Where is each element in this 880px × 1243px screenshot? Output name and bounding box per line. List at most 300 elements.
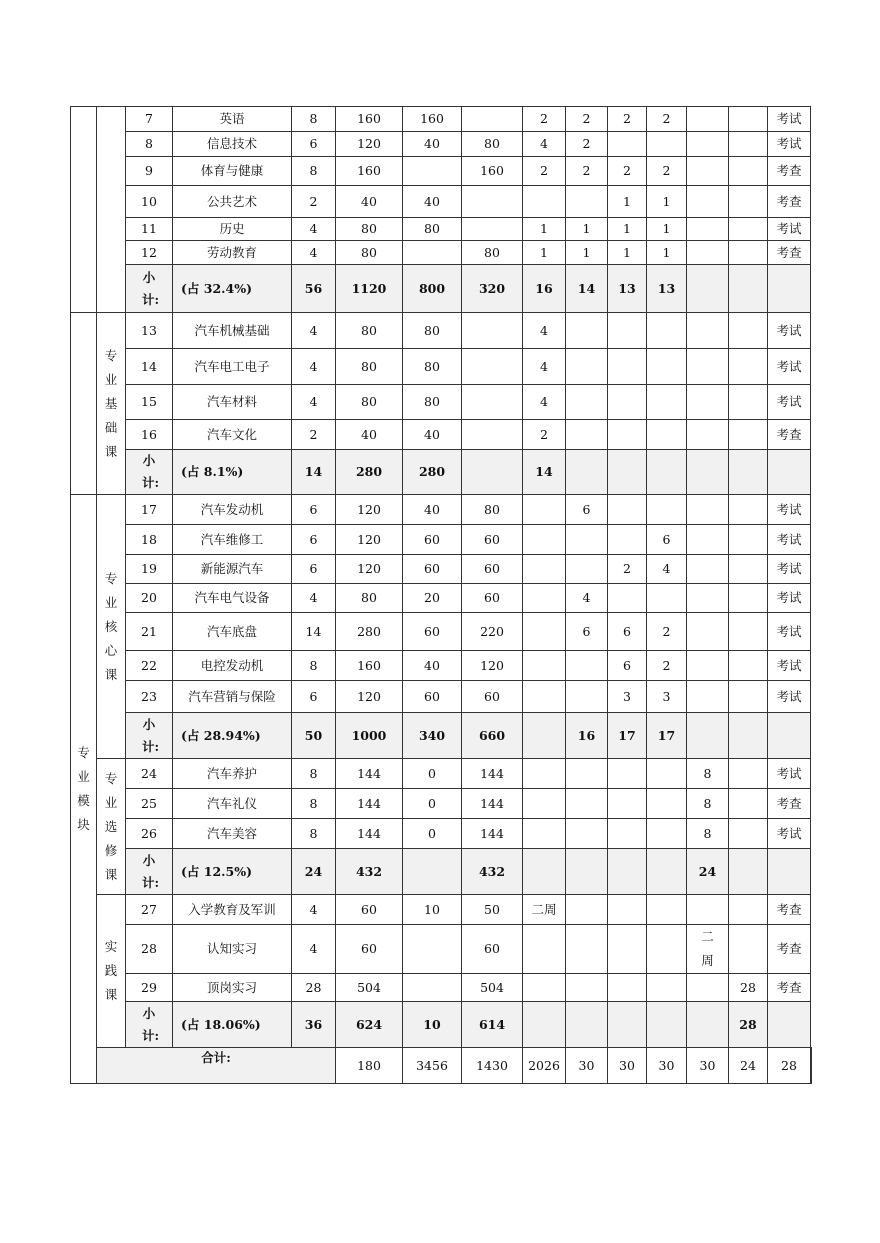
- assess: 考试: [768, 313, 811, 349]
- assess: [768, 265, 811, 313]
- s3: 2: [608, 107, 647, 132]
- s5: [687, 265, 729, 313]
- hours: 60: [336, 925, 403, 974]
- practice: 504: [462, 974, 523, 1002]
- s3: [608, 925, 647, 974]
- s6: [729, 525, 768, 555]
- s6: [729, 651, 768, 681]
- s5: [687, 385, 729, 420]
- s4: 1: [647, 241, 687, 265]
- subtotal-pct: (占 8.1%): [173, 450, 292, 495]
- assess: 考试: [768, 349, 811, 385]
- s3: [608, 1002, 647, 1048]
- credit: 2: [292, 186, 336, 218]
- group-cell-outer: [71, 107, 97, 313]
- subtotal-label: 小计:: [126, 265, 173, 313]
- s4: 1: [647, 218, 687, 241]
- s2: 16: [566, 713, 608, 759]
- credit: 4: [292, 385, 336, 420]
- s6: [729, 925, 768, 974]
- s6: [729, 681, 768, 713]
- course-name: 汽车文化: [173, 420, 292, 450]
- s2: [566, 789, 608, 819]
- table-row: [71, 789, 812, 819]
- s1: 14: [523, 450, 566, 495]
- s1: [523, 584, 566, 613]
- course-name: 新能源汽车: [173, 555, 292, 584]
- s2: 1: [566, 241, 608, 265]
- practice: [462, 349, 523, 385]
- assess: 考查: [768, 420, 811, 450]
- s6: [729, 555, 768, 584]
- table-row: [71, 925, 812, 974]
- practice: 614: [462, 1002, 523, 1048]
- s3: 1: [608, 218, 647, 241]
- s4: [647, 450, 687, 495]
- s6: [729, 241, 768, 265]
- practice: [462, 218, 523, 241]
- table-row: [71, 651, 812, 681]
- subtotal-pct: (占 28.94%): [173, 713, 292, 759]
- s5: [687, 450, 729, 495]
- assess: 考查: [768, 974, 811, 1002]
- s5: [687, 1002, 729, 1048]
- s6: [729, 420, 768, 450]
- practice: 220: [462, 613, 523, 651]
- practice: [462, 385, 523, 420]
- practice: 60: [462, 925, 523, 974]
- s2: [566, 849, 608, 895]
- table-row: [71, 974, 812, 1002]
- s3: [608, 349, 647, 385]
- credit: 4: [292, 895, 336, 925]
- practice: 50: [462, 895, 523, 925]
- practice: 432: [462, 849, 523, 895]
- course-name: 汽车电气设备: [173, 584, 292, 613]
- row-no: 22: [126, 651, 173, 681]
- subtotal-row: [71, 1002, 812, 1048]
- s1: [523, 819, 566, 849]
- assess: 考试: [768, 613, 811, 651]
- credit: 4: [292, 218, 336, 241]
- practice: 80: [462, 495, 523, 525]
- theory: 280: [403, 450, 462, 495]
- practice: 60: [462, 525, 523, 555]
- s4: [647, 789, 687, 819]
- row-no: 26: [126, 819, 173, 849]
- s4: [647, 349, 687, 385]
- s4: 6: [647, 525, 687, 555]
- s3: 1: [608, 241, 647, 265]
- row-no: 14: [126, 349, 173, 385]
- group-cell-outer-2: [71, 313, 97, 349]
- s4: 2: [647, 613, 687, 651]
- hours: 160: [336, 107, 403, 132]
- s2: [566, 313, 608, 349]
- s1: 16: [523, 265, 566, 313]
- s3: [608, 849, 647, 895]
- practice: 144: [462, 789, 523, 819]
- course-name: 信息技术: [173, 132, 292, 157]
- row-no: 8: [126, 132, 173, 157]
- row-no: 16: [126, 420, 173, 450]
- s6: [729, 789, 768, 819]
- row-no: 29: [126, 974, 173, 1002]
- theory: 80: [403, 349, 462, 385]
- row-no: 28: [126, 925, 173, 974]
- s5: [687, 186, 729, 218]
- course-name: 劳动教育: [173, 241, 292, 265]
- s1: [523, 651, 566, 681]
- theory: 60: [403, 613, 462, 651]
- s2: [566, 385, 608, 420]
- s4: [647, 132, 687, 157]
- s6: [729, 107, 768, 132]
- hours: 144: [336, 789, 403, 819]
- group-cell-outer-2: [71, 450, 97, 495]
- credit: 6: [292, 555, 336, 584]
- subtotal-row: [71, 265, 812, 313]
- practice: 60: [462, 681, 523, 713]
- theory: 20: [403, 584, 462, 613]
- credit: 4: [292, 925, 336, 974]
- total-row: [71, 1048, 812, 1084]
- s5: 8: [687, 819, 729, 849]
- credit: 6: [292, 525, 336, 555]
- practice: [462, 107, 523, 132]
- s4: 13: [647, 265, 687, 313]
- theory: 160: [403, 107, 462, 132]
- group-cell-sjk: 实践课: [97, 895, 126, 1048]
- s4: [647, 849, 687, 895]
- theory: 80: [403, 218, 462, 241]
- theory: [403, 241, 462, 265]
- credit: 8: [292, 789, 336, 819]
- assess: 考试: [768, 525, 811, 555]
- table-row: [71, 584, 812, 613]
- theory: 80: [403, 385, 462, 420]
- assess: 考试: [768, 107, 811, 132]
- s6: [729, 759, 768, 789]
- s5: [687, 584, 729, 613]
- credit: 8: [292, 819, 336, 849]
- s3: [608, 132, 647, 157]
- s3: 13: [608, 265, 647, 313]
- s4: 1: [647, 186, 687, 218]
- subtotal-label: 小计:: [126, 849, 173, 895]
- s6: 28: [768, 1048, 811, 1084]
- practice: 120: [462, 651, 523, 681]
- hours: 504: [336, 974, 403, 1002]
- table-row: [71, 107, 812, 132]
- s3: [608, 420, 647, 450]
- assess: 考试: [768, 681, 811, 713]
- s4: 2: [647, 107, 687, 132]
- table-row: [71, 385, 812, 420]
- s4: [647, 974, 687, 1002]
- hours: 80: [336, 313, 403, 349]
- row-no: 20: [126, 584, 173, 613]
- assess: 考试: [768, 495, 811, 525]
- course-name: 汽车底盘: [173, 613, 292, 651]
- s5: [687, 157, 729, 186]
- s2: 30: [608, 1048, 647, 1084]
- hours: 80: [336, 584, 403, 613]
- s6: [729, 895, 768, 925]
- s6: [729, 584, 768, 613]
- s4: [647, 385, 687, 420]
- assess: 考试: [768, 759, 811, 789]
- row-no: 17: [126, 495, 173, 525]
- credit: 36: [292, 1002, 336, 1048]
- assess: 考试: [768, 218, 811, 241]
- s5: 二周: [687, 925, 729, 974]
- credit: 14: [292, 450, 336, 495]
- practice: 160: [462, 157, 523, 186]
- s5: [687, 651, 729, 681]
- practice: 660: [462, 713, 523, 759]
- row-no: 21: [126, 613, 173, 651]
- s1: [523, 186, 566, 218]
- assess: [768, 849, 811, 895]
- practice: 80: [462, 132, 523, 157]
- s5: [687, 420, 729, 450]
- s1: [523, 759, 566, 789]
- s1: [523, 713, 566, 759]
- s3: [608, 525, 647, 555]
- group-cell-zyxx: 专业选修课: [97, 759, 126, 895]
- s2: 2: [566, 107, 608, 132]
- theory: [403, 849, 462, 895]
- s5: [687, 313, 729, 349]
- s3: [608, 789, 647, 819]
- total-label: 合计:: [97, 1048, 336, 1084]
- s6: [729, 613, 768, 651]
- practice: 2026: [523, 1048, 566, 1084]
- theory: 800: [403, 265, 462, 313]
- table-row: [71, 186, 812, 218]
- s2: [566, 974, 608, 1002]
- s6: [729, 495, 768, 525]
- s5: [687, 525, 729, 555]
- group-cell-outer-2: [71, 349, 97, 385]
- row-no: 18: [126, 525, 173, 555]
- group-cell-zyhx: 专业核心课: [97, 495, 126, 759]
- course-name: 体育与健康: [173, 157, 292, 186]
- s1: [523, 974, 566, 1002]
- assess: 考试: [768, 584, 811, 613]
- s6: [729, 157, 768, 186]
- credit: 28: [292, 974, 336, 1002]
- s1: 4: [523, 349, 566, 385]
- credit: 4: [292, 241, 336, 265]
- course-name: 英语: [173, 107, 292, 132]
- table-row: [71, 420, 812, 450]
- s5: [687, 895, 729, 925]
- hours: 432: [336, 849, 403, 895]
- hours: 280: [336, 613, 403, 651]
- s4: 4: [647, 555, 687, 584]
- assess: [768, 1002, 811, 1048]
- theory: 340: [403, 713, 462, 759]
- table-row: [71, 613, 812, 651]
- s6: [729, 349, 768, 385]
- course-name: 入学教育及军训: [173, 895, 292, 925]
- practice: 144: [462, 759, 523, 789]
- row-no: 15: [126, 385, 173, 420]
- hours: 1120: [336, 265, 403, 313]
- credit: 4: [292, 584, 336, 613]
- hours: 120: [336, 555, 403, 584]
- practice: 60: [462, 584, 523, 613]
- s4: [647, 895, 687, 925]
- theory: 10: [403, 895, 462, 925]
- subtotal-pct: (占 32.4%): [173, 265, 292, 313]
- s2: [566, 420, 608, 450]
- theory: 40: [403, 495, 462, 525]
- s5: [687, 974, 729, 1002]
- table-row: [71, 157, 812, 186]
- s2: 6: [566, 613, 608, 651]
- s3: [608, 974, 647, 1002]
- assess: [768, 450, 811, 495]
- s6: 28: [729, 1002, 768, 1048]
- s4: [647, 313, 687, 349]
- assess: 考试: [768, 651, 811, 681]
- row-no: 7: [126, 107, 173, 132]
- credit: 8: [292, 759, 336, 789]
- theory: 1430: [462, 1048, 523, 1084]
- s2: [566, 651, 608, 681]
- credit: 8: [292, 107, 336, 132]
- practice: [462, 450, 523, 495]
- credit: 8: [292, 157, 336, 186]
- s1: 4: [523, 132, 566, 157]
- s3: [608, 313, 647, 349]
- s2: 6: [566, 495, 608, 525]
- credit: 8: [292, 651, 336, 681]
- s4: [647, 495, 687, 525]
- s2: [566, 525, 608, 555]
- s6: [729, 450, 768, 495]
- s1: [523, 613, 566, 651]
- s5: [687, 681, 729, 713]
- table-row: [71, 218, 812, 241]
- hours: 80: [336, 218, 403, 241]
- hours: 1000: [336, 713, 403, 759]
- s2: [566, 555, 608, 584]
- s2: 2: [566, 157, 608, 186]
- hours: 40: [336, 186, 403, 218]
- row-no: 9: [126, 157, 173, 186]
- s2: 1: [566, 218, 608, 241]
- credit: 6: [292, 132, 336, 157]
- course-name: 认知实习: [173, 925, 292, 974]
- s6: [729, 218, 768, 241]
- credit: 180: [336, 1048, 403, 1084]
- theory: [403, 157, 462, 186]
- subtotal-pct: (占 18.06%): [173, 1002, 292, 1048]
- s6: [729, 132, 768, 157]
- s6: [729, 385, 768, 420]
- table-row: [71, 525, 812, 555]
- practice: [462, 313, 523, 349]
- s1: 2: [523, 107, 566, 132]
- course-name: 汽车机械基础: [173, 313, 292, 349]
- s2: [566, 819, 608, 849]
- practice: 60: [462, 555, 523, 584]
- s5: [687, 349, 729, 385]
- table-row: [71, 681, 812, 713]
- s5: 24: [729, 1048, 768, 1084]
- s6: [729, 713, 768, 759]
- assess: 考查: [768, 186, 811, 218]
- practice: 144: [462, 819, 523, 849]
- s1: [523, 849, 566, 895]
- course-name: 汽车营销与保险: [173, 681, 292, 713]
- s1: 2: [523, 420, 566, 450]
- course-name: 汽车发动机: [173, 495, 292, 525]
- course-plan-table: [70, 106, 812, 1084]
- s2: [566, 450, 608, 495]
- s2: 4: [566, 584, 608, 613]
- assess: 考试: [768, 555, 811, 584]
- hours: 120: [336, 525, 403, 555]
- s3: [608, 819, 647, 849]
- s3: [608, 584, 647, 613]
- s2: [566, 681, 608, 713]
- s4: 2: [647, 157, 687, 186]
- s4: 3: [647, 681, 687, 713]
- s1: 二周: [523, 895, 566, 925]
- theory: 0: [403, 789, 462, 819]
- s5: 24: [687, 849, 729, 895]
- s5: [687, 132, 729, 157]
- subtotal-label: 小计:: [126, 450, 173, 495]
- s1: 1: [523, 241, 566, 265]
- group-cell-zymk: 专业模块: [71, 495, 97, 1084]
- s3: 2: [608, 555, 647, 584]
- hours: 144: [336, 759, 403, 789]
- hours: 60: [336, 895, 403, 925]
- theory: 0: [403, 819, 462, 849]
- credit: 24: [292, 849, 336, 895]
- course-name: 汽车美容: [173, 819, 292, 849]
- table-row: [71, 349, 812, 385]
- hours: 120: [336, 681, 403, 713]
- course-name: 历史: [173, 218, 292, 241]
- row-no: 13: [126, 313, 173, 349]
- group-cell-outer-2: [71, 420, 97, 450]
- s3: [608, 495, 647, 525]
- s1: [523, 525, 566, 555]
- theory: 80: [403, 313, 462, 349]
- table-row: [71, 555, 812, 584]
- s5: 8: [687, 789, 729, 819]
- s1: [523, 789, 566, 819]
- credit: 56: [292, 265, 336, 313]
- practice: 320: [462, 265, 523, 313]
- credit: 6: [292, 681, 336, 713]
- row-no: 19: [126, 555, 173, 584]
- s6: [729, 819, 768, 849]
- credit: 50: [292, 713, 336, 759]
- credit: 6: [292, 495, 336, 525]
- s2: [566, 895, 608, 925]
- assess: 考查: [768, 241, 811, 265]
- course-name: 公共艺术: [173, 186, 292, 218]
- s3: [608, 385, 647, 420]
